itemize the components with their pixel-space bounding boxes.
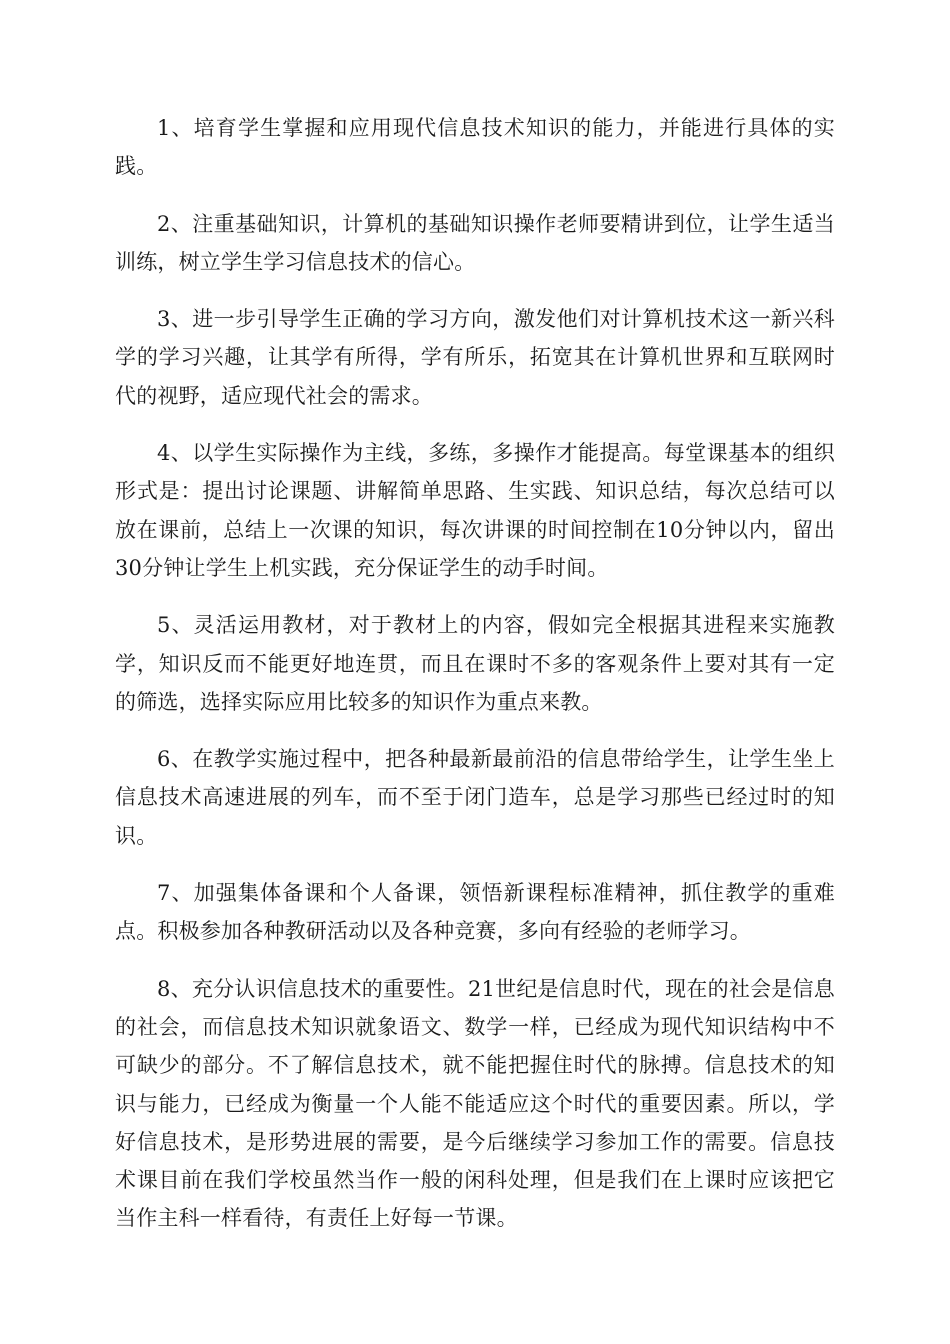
paragraph-7: 7、加强集体备课和个人备课，领悟新课程标准精神，抓住教学的重难点。积极参加各种教研活动以及各种竞赛，多向有经验的老师学习。: [115, 881, 835, 944]
document-body: [115, 109, 835, 1257]
paragraph-5: 5、灵活运用教材，对于教材上的内容，假如完全根据其进程来实施教学，知识反而不能更好地连贯，而且在课时不多的客观条件上要对其有一定的筛选，选择实际应用比较多的知识作为重点来教。: [115, 613, 835, 714]
paragraph-1: 1、培育学生掌握和应用现代信息技术知识的能力，并能进行具体的实践。: [115, 116, 835, 179]
paragraph-3: 3、进一步引导学生正确的学习方向，激发他们对计算机技术这一新兴科学的学习兴趣，让其学有所得，学有所乐，拓宽其在计算机世界和互联网时代的视野，适应现代社会的需求。: [115, 307, 835, 408]
paragraph-8: 8、充分认识信息技术的重要性。21世纪是信息时代，现在的社会是信息的社会，而信息技术知识就象语文、数学一样，已经成为现代知识结构中不可缺少的部分。不了解信息技术，就不能把握住时代的脉搏。信息技术的知识与能力，已经成为衡量一个人能不能适应这个时代的重要因素。所以，学好信息技术，是形势进展的需要，是今后继续学习参加工作的需要。信息技术课目前在我们学校虽然当作一般的闲科处理，但是我们在上课时应该把它当作主科一样看待，有责任上好每一节课。: [115, 976, 835, 1231]
paragraph-4: 4、以学生实际操作为主线，多练，多操作才能提高。每堂课基本的组织形式是：提出讨论课题、讲解简单思路、生实践、知识总结，每次总结可以放在课前，总结上一次课的知识，每次讲课的时间控制在10分钟以内，留出30分钟让学生上机实践，充分保证学生的动手时间。: [115, 441, 835, 580]
paragraph-2: 2、注重基础知识，计算机的基础知识操作老师要精讲到位，让学生适当训练，树立学生学习信息技术的信心。: [115, 211, 835, 274]
paragraph-6: 6、在教学实施过程中，把各种最新最前沿的信息带给学生，让学生坐上信息技术高速进展的列车，而不至于闭门造车，总是学习那些已经过时的知识。: [115, 747, 835, 848]
